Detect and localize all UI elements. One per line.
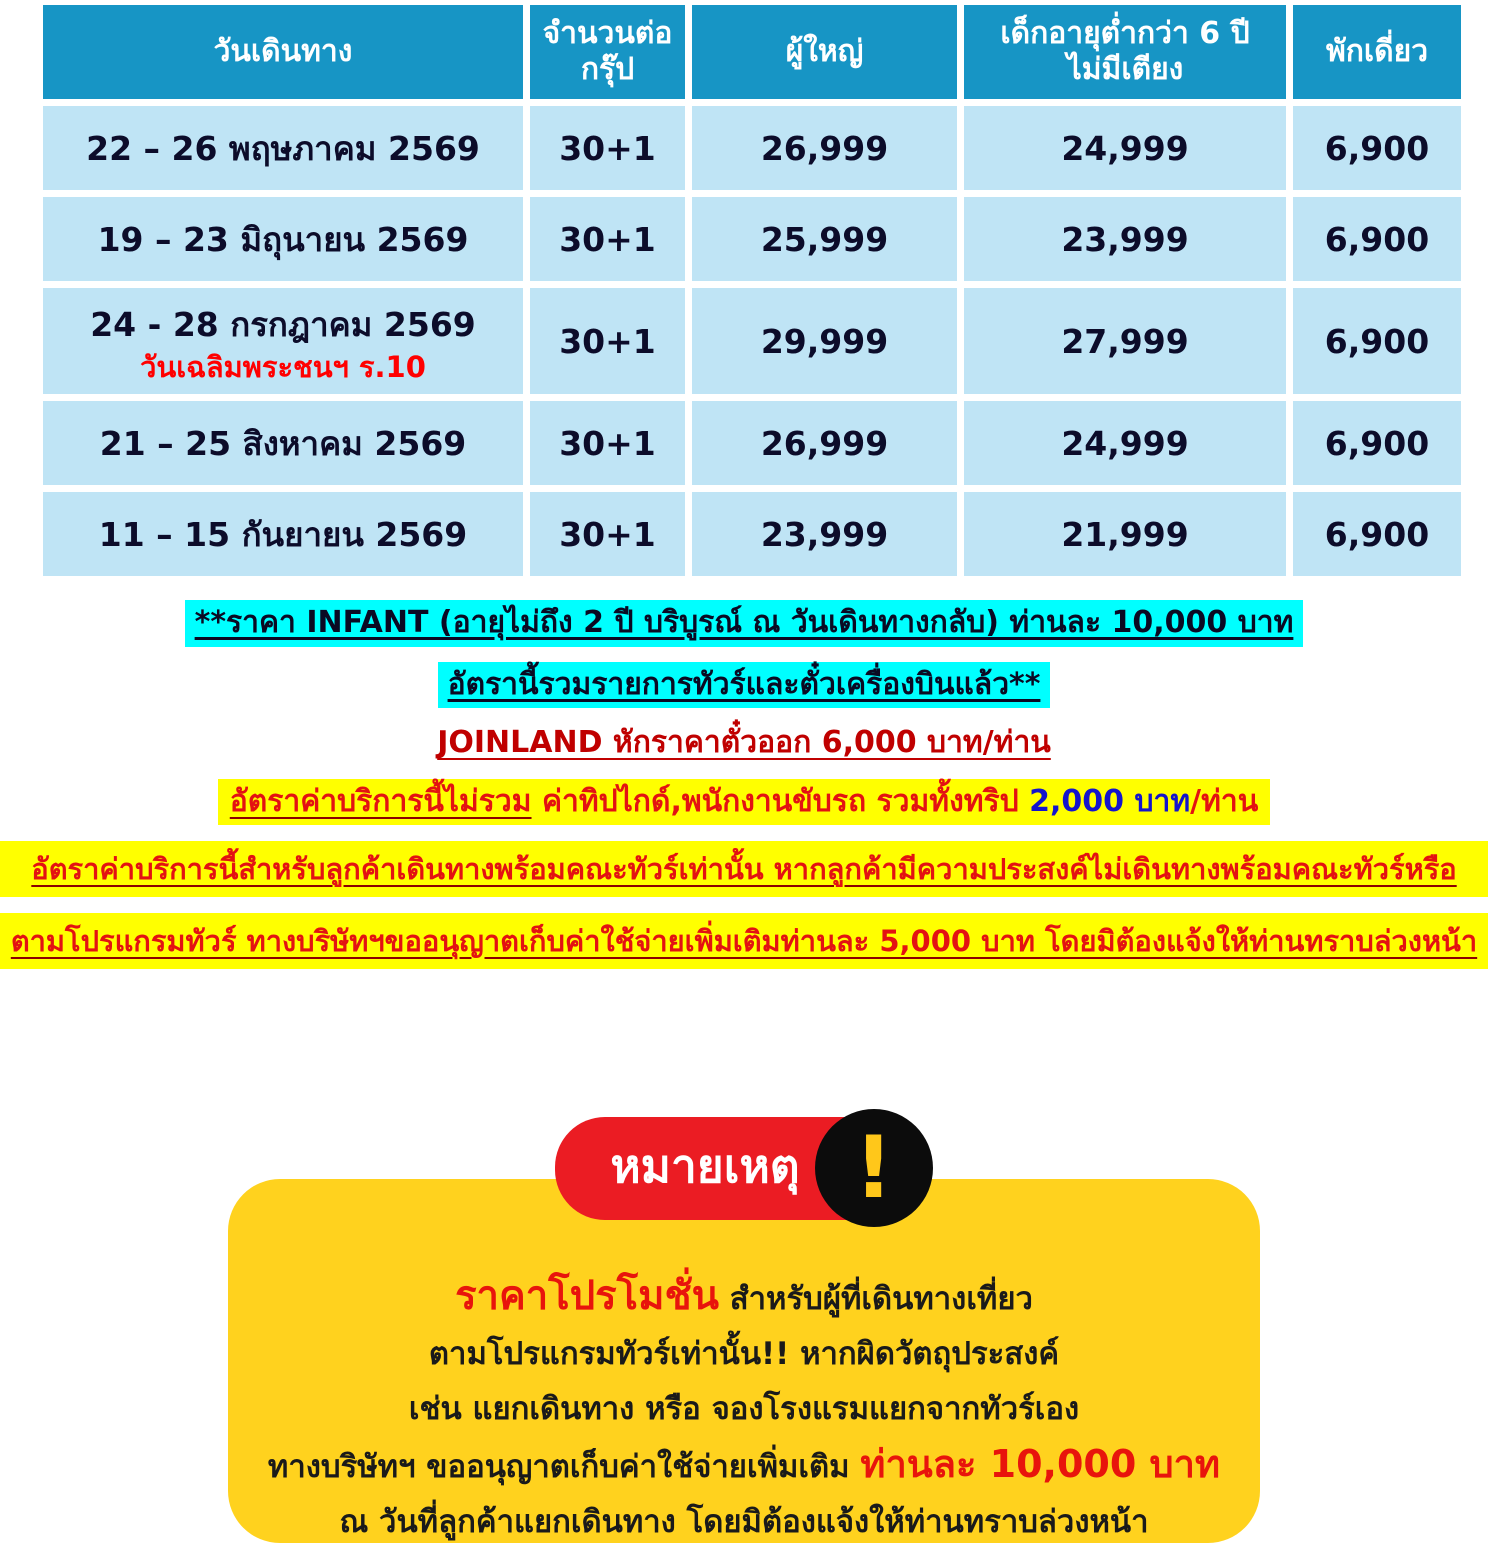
solo-travel-note-line1: อัตราค่าบริการนี้สำหรับลูกค้าเดินทางพร้อมคณะทัวร์เท่านั้น หากลูกค้ามีความประสงค์ไม่เดินทางพร้อมคณะทัวร์หรือ	[0, 841, 1488, 897]
cell-child-price: 24,999	[964, 106, 1286, 190]
cell-date	[43, 288, 523, 394]
price-sheet	[0, 5, 1488, 1543]
cell-date	[43, 106, 523, 190]
date-text: 19 – 23 มิถุนายน 2569	[97, 219, 469, 259]
cell-group: 30+1	[530, 197, 685, 281]
notice-badge	[0, 1107, 1488, 1229]
cell-adult-price: 26,999	[692, 401, 957, 485]
notice-badge-pill: หมายเหตุ	[555, 1117, 894, 1220]
notice-box	[228, 1179, 1260, 1543]
infant-price-note-line1	[0, 600, 1488, 647]
notice-line3: เช่น แยกเดินทาง หรือ จองโรงแรมแยกจากทัวร์เอง	[408, 1391, 1080, 1427]
notice-line4	[228, 1437, 1260, 1495]
notice-line2: ตามโปรแกรมทัวร์เท่านั้น!! หากผิดวัตถุประสงค์	[428, 1336, 1060, 1372]
notice-line1-rest: สำหรับผู้ที่เดินทางเที่ยว	[718, 1281, 1033, 1317]
header-child-no-bed: เด็กอายุต่ำกว่า 6 ปี ไม่มีเตียง	[964, 5, 1286, 99]
exclamation-icon: !	[815, 1109, 933, 1227]
tip-suffix-text: /ท่าน	[1190, 783, 1259, 819]
extra-fee-amount: ท่านละ 10,000 บาท	[860, 1442, 1221, 1486]
cell-adult-price: 29,999	[692, 288, 957, 394]
date-text: 11 – 15 กันยายน 2569	[98, 514, 468, 554]
cell-date	[43, 197, 523, 281]
price-table	[43, 5, 1457, 576]
notice-line5: ณ วันที่ลูกค้าแยกเดินทาง โดยมิต้องแจ้งให้ท่านทราบล่วงหน้า	[339, 1504, 1149, 1540]
date-subnote-holiday: วันเฉลิมพระชนฯ ร.10	[140, 349, 426, 384]
cell-single-price: 6,900	[1293, 106, 1461, 190]
header-group-size: จำนวนต่อกรุ๊ป	[530, 5, 685, 99]
date-text: 22 – 26 พฤษภาคม 2569	[86, 128, 480, 168]
tip-prefix-text: อัตราค่าบริการนี้ไม่รวม	[229, 783, 532, 819]
cell-child-price: 27,999	[964, 288, 1286, 394]
tip-middle-text: ค่าทิปไกด์,พนักงานขับรถ รวมทั้งทริป	[531, 783, 1030, 819]
cell-single-price: 6,900	[1293, 288, 1461, 394]
rate-includes-text: อัตรานี้รวมรายการทัวร์และตั๋วเครื่องบินแล้ว**	[438, 662, 1051, 709]
cell-single-price: 6,900	[1293, 197, 1461, 281]
table-row	[43, 197, 1457, 281]
cell-date	[43, 401, 523, 485]
infant-price-text: **ราคา INFANT (อายุไม่ถึง 2 ปี บริบูรณ์ ณ วันเดินทางกลับ) ท่านละ 10,000 บาท	[185, 600, 1304, 647]
cell-child-price: 24,999	[964, 401, 1286, 485]
table-row	[43, 288, 1457, 394]
table-header-row	[43, 5, 1457, 99]
joinland-note	[0, 723, 1488, 764]
infant-price-note-line2	[0, 662, 1488, 709]
header-single-supplement: พักเดี่ยว	[1293, 5, 1461, 99]
promo-price-label: ราคาโปรโมชั่น	[455, 1273, 719, 1319]
cell-group: 30+1	[530, 106, 685, 190]
cell-child-price: 21,999	[964, 492, 1286, 576]
joinland-text: JOINLAND หักราคาตั๋วออก 6,000 บาท/ท่าน	[437, 725, 1051, 760]
table-row	[43, 401, 1457, 485]
notice-line1	[228, 1269, 1260, 1327]
header-date: วันเดินทาง	[43, 5, 523, 99]
cell-adult-price: 26,999	[692, 106, 957, 190]
cell-adult-price: 23,999	[692, 492, 957, 576]
solo-travel-note-line2: ตามโปรแกรมทัวร์ ทางบริษัทฯขออนุญาตเก็บค่าใช้จ่ายเพิ่มเติมท่านละ 5,000 บาท โดยมิต้องแจ้งให้ท่านทราบล่วงหน้า	[0, 913, 1488, 969]
notice-line4-black: ทางบริษัทฯ ขออนุญาตเก็บค่าใช้จ่ายเพิ่มเติม	[267, 1449, 861, 1485]
cell-single-price: 6,900	[1293, 401, 1461, 485]
table-row	[43, 492, 1457, 576]
table-row	[43, 106, 1457, 190]
notice-section	[0, 1107, 1488, 1543]
header-adult: ผู้ใหญ่	[692, 5, 957, 99]
cell-single-price: 6,900	[1293, 492, 1461, 576]
cell-group: 30+1	[530, 401, 685, 485]
tip-note	[0, 779, 1488, 826]
cell-group: 30+1	[530, 492, 685, 576]
date-text: 24 - 28 กรกฎาคม 2569	[90, 304, 476, 344]
cell-group: 30+1	[530, 288, 685, 394]
cell-adult-price: 25,999	[692, 197, 957, 281]
cell-child-price: 23,999	[964, 197, 1286, 281]
cell-date	[43, 492, 523, 576]
tip-amount-text: 2,000 บาท	[1029, 783, 1191, 819]
notes-section	[0, 600, 1488, 969]
tip-highlight	[218, 779, 1270, 826]
date-text: 21 – 25 สิงหาคม 2569	[99, 423, 467, 463]
